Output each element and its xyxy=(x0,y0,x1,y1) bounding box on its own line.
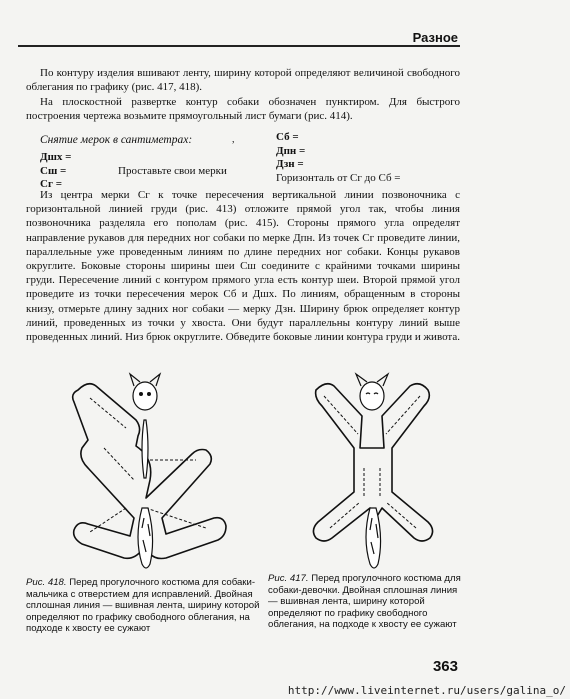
measure-dshh: Дшх = xyxy=(40,151,72,163)
measurements-hint: Проставьте свои мерки xyxy=(118,165,227,177)
caption-fig-417 xyxy=(268,573,468,631)
measurements-right-list xyxy=(276,131,401,185)
intro-paragraph-1: По контуру изделия вшивают ленту, ширину которой определяют величиной свободного облегания по графику (рис. 417, 418). xyxy=(26,67,460,94)
intro-paragraph-2: На плоскостной развертке контур собаки обозначен пунктиром. Для быстрого построения чертежа возьмите прямоугольный лист бумаги (рис. 414). xyxy=(26,96,460,123)
caption-417-text: Перед прогулочного костюма для собаки-девочки. Двойная сплошная линия — вшивная лента, ширину которой определяют по графику свободного облегания, на подходе к хвосту ее сужают xyxy=(268,573,461,631)
pattern-figure-417 xyxy=(288,368,458,578)
measurements-dot: , xyxy=(232,134,235,145)
measure-ssh: Сш = xyxy=(40,164,67,177)
pattern-figure-418 xyxy=(28,368,260,578)
watermark-url: http://www.liveinternet.ru/users/galina_o/ xyxy=(287,684,566,697)
measurements-left-list xyxy=(40,151,71,192)
caption-417-number: Рис. 417. xyxy=(268,573,309,584)
section-title: Разное xyxy=(412,30,458,45)
instructions-paragraph: Из центра мерки Сг к точке пересечения вертикальной линии позвоночника с горизонтальной линией груди (рис. 413) отложите прямой угол так, чтобы линия позвоночника разделяла его пополам (рис. 415). Стороны прямого угла определят направление рукавов для передних ног собаки по мерке Дпн. Из точек Сг проведите линии, параллельные уже проведенным линиям по длине передних ног собаки. Концы рукавов округлите. Боковые стороны ширины шеи Сш соедините с крайними точками ширины груди. Пересечение линий с контуром прямого угла есть контур шеи. Второй прямой угол проведите из точки пересечения мерок Сб и Дшх. По линиям, обращенным в стороны книзу, отмерьте длину задних ног собаки — мерку Дзн. Ширину брюк определяет контур линий, проведенных из точки у хвоста. Они будут параллельны контуру линий выше проведенных линий. Низ брюк округлите. Обведите боковые линии контура груди и живота. xyxy=(26,189,460,344)
page-number: 363 xyxy=(432,658,458,675)
measure-dzn: Дзн = xyxy=(276,158,304,170)
measure-dpn: Дпн = xyxy=(276,144,306,157)
caption-fig-418 xyxy=(26,577,264,635)
header-divider xyxy=(18,45,460,47)
measure-sg: Сг = xyxy=(40,178,62,190)
caption-418-number: Рис. 418. xyxy=(26,577,67,588)
caption-418-text: Перед прогулочного костюма для собаки-мальчика с отверстием для исправлений. Двойная сплошная линия — вшивная лента, ширину которой определяют по графику свободного облегания, на подходе к хвосту ее сужают xyxy=(26,577,260,635)
measure-sb: Сб = xyxy=(276,131,299,143)
measurements-title: Снятие мерок в сантиметрах: xyxy=(40,134,193,146)
measure-horizontal: Горизонталь от Сг до Сб = xyxy=(276,171,401,184)
